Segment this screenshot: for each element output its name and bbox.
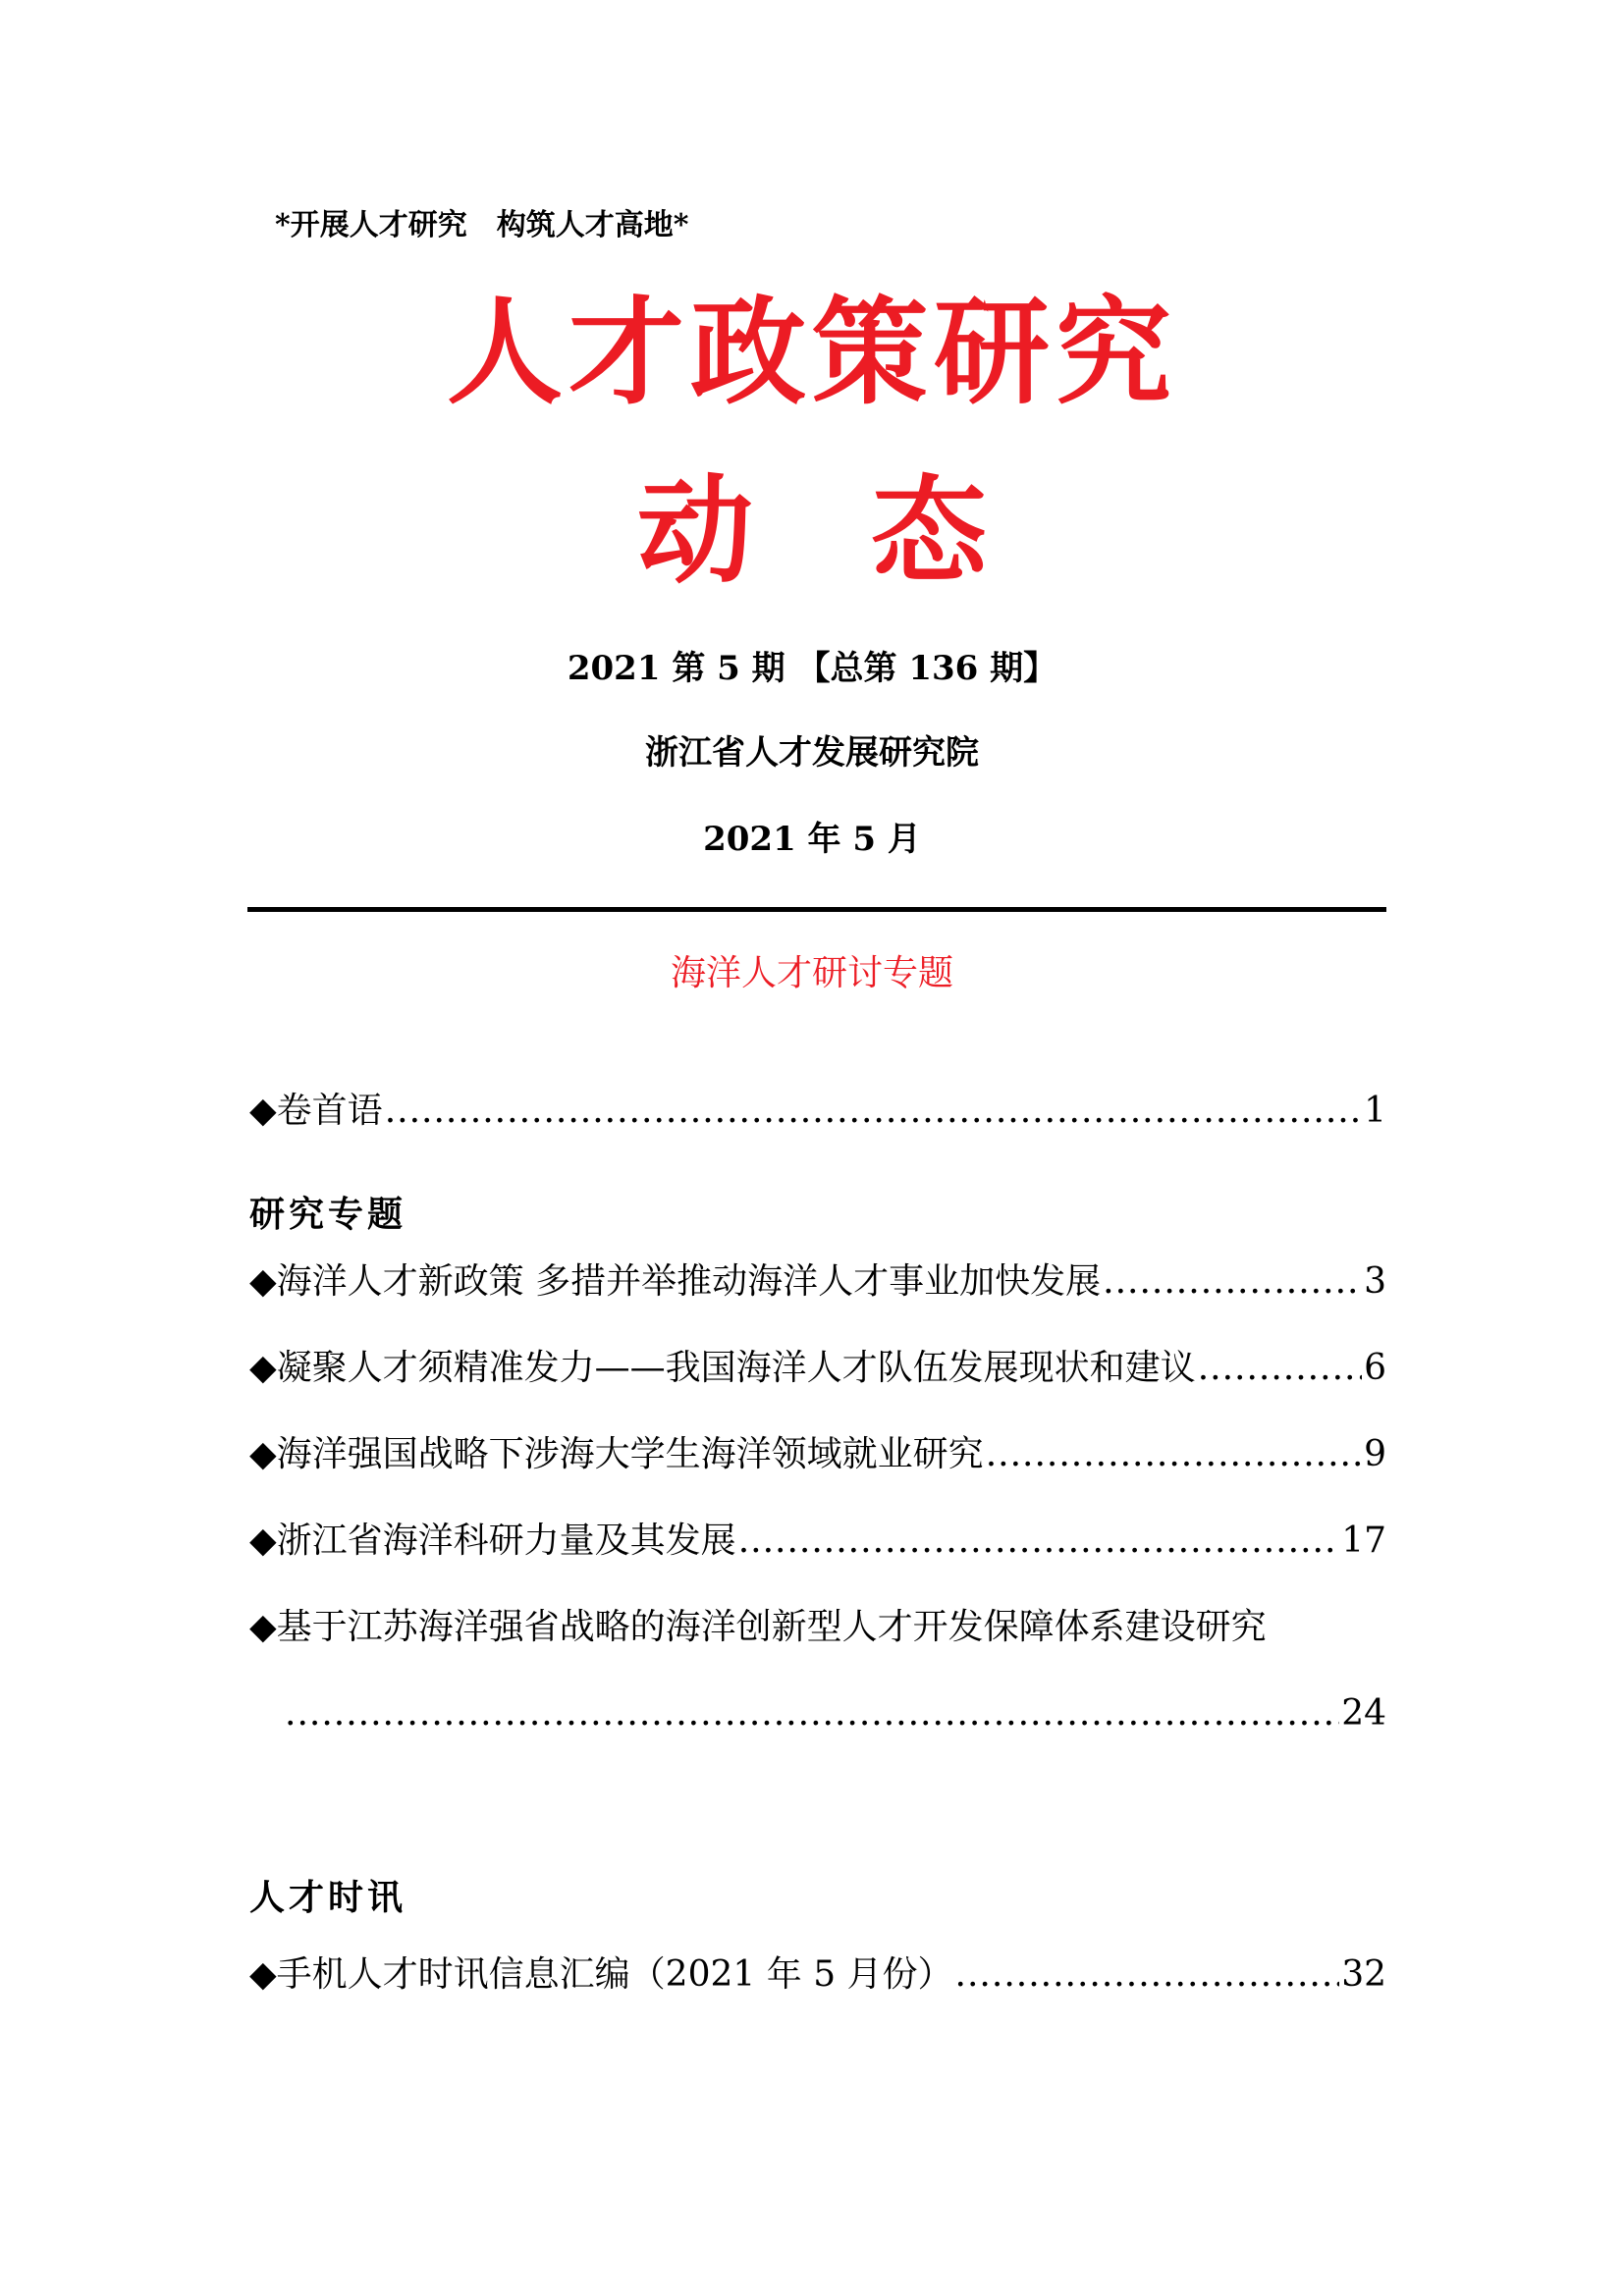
publication-title: 人才政策研究 [446, 284, 1177, 420]
publication-date: 2021 年 5 月 [703, 820, 921, 859]
toc-leader-dots [986, 1433, 1362, 1475]
toc-entry-page: 9 [1364, 1434, 1386, 1474]
toc-leader-dots [285, 1692, 1339, 1735]
toc-entry-page: 17 [1341, 1521, 1386, 1561]
toc-leader-dots [738, 1520, 1340, 1562]
toc-entry-page: 3 [1364, 1261, 1386, 1302]
toc-entry[interactable] [249, 1433, 1386, 1475]
toc-entry-label: ◆基于江苏海洋强省战略的海洋创新型人才开发保障体系建设研究 [249, 1607, 1267, 1647]
divider [247, 907, 1386, 912]
toc-leader-dots [385, 1090, 1362, 1132]
toc-entry-label: ◆手机人才时讯信息汇编（2021 年 5 月份） [249, 1954, 953, 1995]
toc-entry[interactable] [249, 1260, 1386, 1303]
toc-entry-page: 6 [1364, 1348, 1386, 1388]
toc-entry-label: ◆海洋人才新政策 多措并举推动海洋人才事业加快发展 [249, 1261, 1102, 1302]
toc-entry-label: ◆海洋强国战略下涉海大学生海洋领域就业研究 [249, 1434, 984, 1474]
toc-entry-label: ◆凝聚人才须精准发力——我国海洋人才队伍发展现状和建议 [249, 1348, 1196, 1388]
organization: 浙江省人才发展研究院 [645, 733, 979, 773]
toc-entry-long-title[interactable] [249, 1606, 1386, 1648]
toc-entry-preface[interactable] [249, 1090, 1386, 1132]
toc-leader-dots [1198, 1347, 1362, 1389]
toc-entry-label: ◆浙江省海洋科研力量及其发展 [249, 1521, 736, 1561]
toc-entry-page: 24 [1341, 1693, 1386, 1734]
toc-entry[interactable] [249, 1520, 1386, 1562]
toc-leader-dots [955, 1953, 1340, 1996]
section-heading-news: 人才时讯 [249, 1877, 407, 1918]
issue-number: 2021 第 5 期 【总第 136 期】 [567, 649, 1057, 688]
toc-entry-continuation[interactable] [283, 1692, 1386, 1735]
toc-entry-page: 1 [1364, 1091, 1386, 1131]
toc-entry[interactable] [249, 1347, 1386, 1389]
subtitle-char-2: 态 [871, 462, 988, 599]
toc-entry-page: 32 [1341, 1954, 1386, 1995]
slogan: *开展人才研究 构筑人才高地* [275, 208, 689, 242]
toc-entry[interactable] [249, 1953, 1386, 1996]
toc-entry-label: ◆卷首语 [249, 1091, 383, 1131]
section-heading-research: 研究专题 [249, 1194, 407, 1235]
publication-subtitle [0, 462, 1624, 599]
special-topic: 海洋人才研讨专题 [670, 953, 953, 993]
subtitle-char-1: 动 [636, 462, 753, 599]
toc-leader-dots [1103, 1260, 1362, 1303]
